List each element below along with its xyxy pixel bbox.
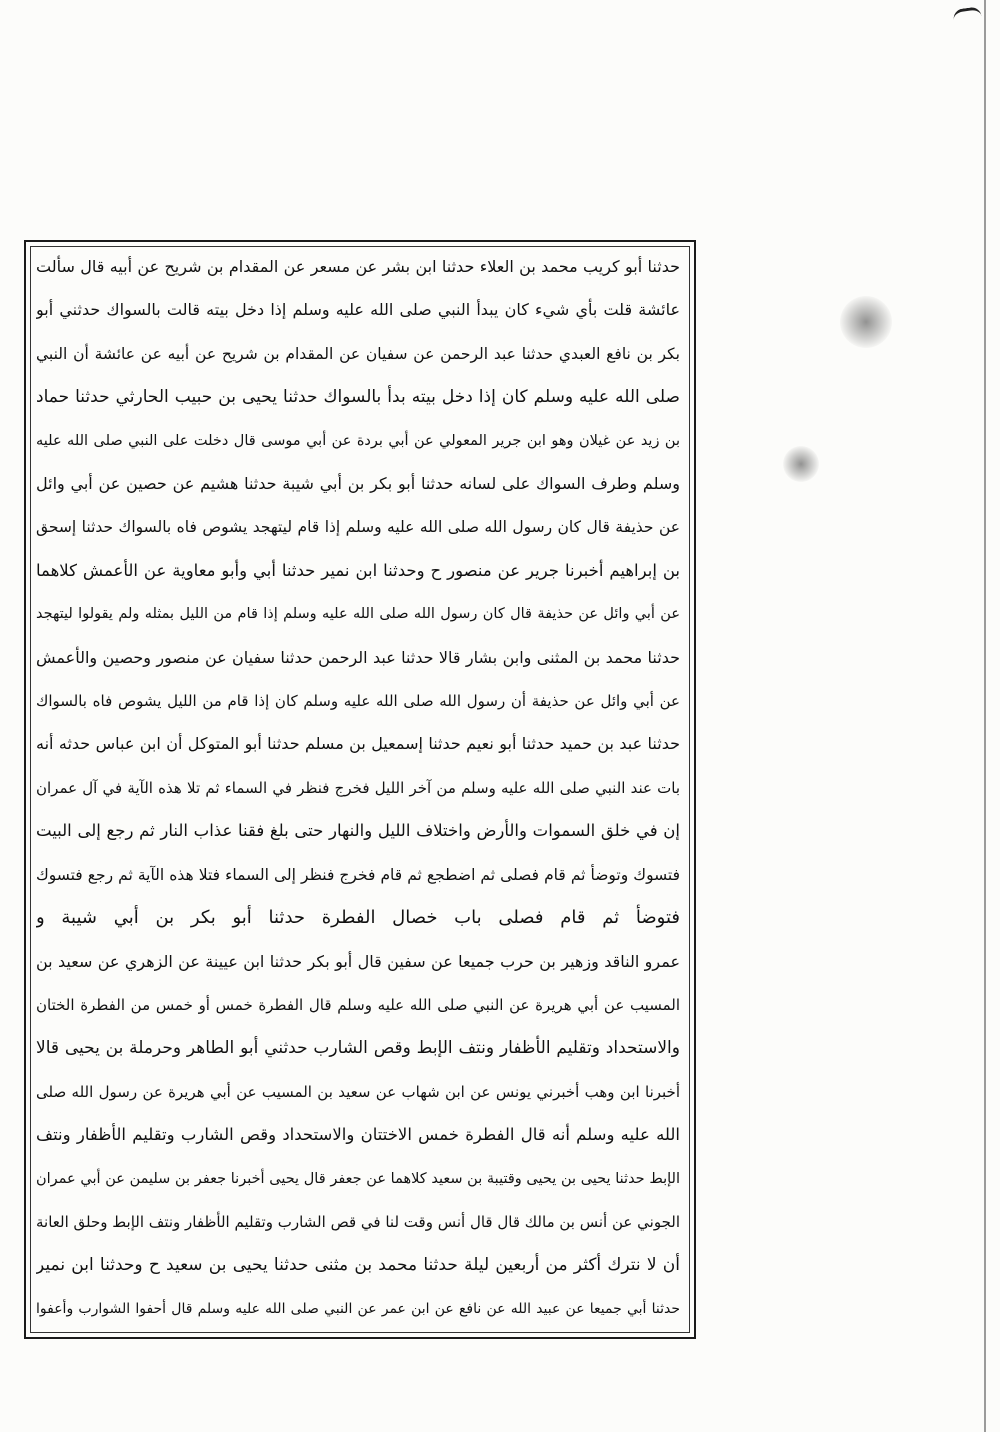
text-line: حدثنا أبي جميعا عن عبيد الله عن نافع عن ابن عمر عن النبي صلى الله عليه وسلم قال أحفوا الشوارب وأعفوا	[36, 1300, 680, 1317]
text-line: حدثنا عبد بن حميد حدثنا أبو نعيم حدثنا إسمعيل بن مسلم حدثنا أبو المتوكل أن ابن عباس حدثه أنه	[36, 734, 680, 754]
text-line: حدثنا أبو كريب محمد بن العلاء حدثنا ابن بشر عن مسعر عن المقدام بن شريح عن أبيه قال سألت	[36, 257, 680, 276]
text-line: حدثنا محمد بن المثنى وابن بشار قالا حدثنا عبد الرحمن حدثنا سفيان عن منصور وحصين والأعمش	[36, 647, 680, 667]
text-line: والاستحداد وتقليم الأظفار ونتف الإبط وقص الشارب حدثني أبو الطاهر وحرملة بن يحيى قالا	[36, 1038, 680, 1059]
text-line: المسيب عن أبي هريرة عن النبي صلى الله عليه وسلم قال الفطرة خمس أو خمس من الفطرة الختان	[36, 995, 680, 1014]
text-line: وسلم وطرف السواك على لسانه حدثنا أبو بكر بن أبي شيبة حدثنا هشيم عن حصين عن أبي وائل	[36, 474, 680, 494]
text-line: عن حذيفة قال كان رسول الله صلى الله عليه وسلم إذا قام ليتهجد يشوص فاه بالسواك حدثنا إسحق	[36, 518, 680, 537]
text-line: فتوضأ ثم قام فصلى باب خصال الفطرة حدثنا أبو بكر بن أبي شيبة و	[36, 907, 680, 929]
text-line: بن إبراهيم أخبرنا جرير عن منصور ح وحدثنا ابن نمير حدثنا أبي وأبو معاوية عن الأعمش كلاهما	[36, 560, 680, 580]
text-line: عمرو الناقد وزهير بن حرب جميعا عن سفين قال أبو بكر حدثنا ابن عيينة عن الزهري عن سعيد بن	[36, 951, 680, 971]
text-line: فتسوك وتوضأ ثم قام فصلى ثم اضطجع ثم قام فخرج فنظر إلى السماء فتلا هذه الآية ثم رجع فتسوك	[36, 865, 680, 884]
ink-smudge	[783, 446, 819, 482]
text-line: بكر بن نافع العبدي حدثنا عبد الرحمن عن سفيان عن المقدام بن شريح عن أبيه عن عائشة أن النبي	[36, 344, 680, 363]
text-line: عن أبي وائل عن حذيفة قال كان رسول الله صلى الله عليه وسلم إذا قام من الليل بمثله ولم يقولوا ليتهجد	[36, 606, 680, 623]
text-line: الله عليه وسلم أنه قال الفطرة خمس الاختتان والاستحداد وقص الشارب وتقليم الأظفار ونتف	[36, 1125, 680, 1145]
text-line: عن أبي وائل عن حذيفة أن رسول الله صلى الله عليه وسلم كان إذا قام من الليل يشوص فاه بالسواك	[36, 692, 680, 711]
ink-smudge	[840, 296, 892, 348]
text-line: بات عند النبي صلى الله عليه وسلم من آخر الليل فخرج فنظر في السماء ثم تلا هذه الآية في آل عمران	[36, 778, 680, 797]
text-line: عائشة قلت بأي شيء كان يبدأ النبي صلى الله عليه وسلم إذا دخل بيته قالت بالسواك حدثني أبو	[36, 300, 680, 320]
text-line: الإبط حدثنا يحيى بن يحيى وقتيبة بن سعيد كلاهما عن جعفر قال يحيى أخبرنا جعفر بن سليمن عن أبي عمران	[36, 1170, 680, 1187]
text-line: الجوني عن أنس بن مالك قال قال أنس وقت لنا في قص الشارب وتقليم الأظفار ونتف الإبط وحلق العانة	[36, 1212, 680, 1231]
manuscript-text-block	[36, 252, 680, 1324]
folio-corner-mark	[952, 6, 983, 35]
text-line: أخبرنا ابن وهب أخبرني يونس عن ابن شهاب عن سعيد بن المسيب عن أبي هريرة عن رسول الله صلى	[36, 1082, 680, 1101]
text-line: أن لا نترك أكثر من أربعين ليلة حدثنا محمد بن مثنى حدثنا يحيى بن سعيد ح وحدثنا ابن نمير	[36, 1255, 680, 1276]
text-line: إن في خلق السموات والأرض واختلاف الليل والنهار حتى بلغ فقنا عذاب النار ثم رجع إلى البيت	[36, 821, 680, 841]
text-line: بن زيد عن غيلان وهو ابن جرير المعولي عن أبي بردة عن أبي موسى قال دخلت على النبي صلى الله عليه	[36, 432, 680, 449]
text-line: صلى الله عليه وسلم كان إذا دخل بيته بدأ بالسواك حدثنا يحيى بن حبيب الحارثي حدثنا حماد	[36, 387, 680, 408]
page-edge-line	[984, 0, 986, 1432]
